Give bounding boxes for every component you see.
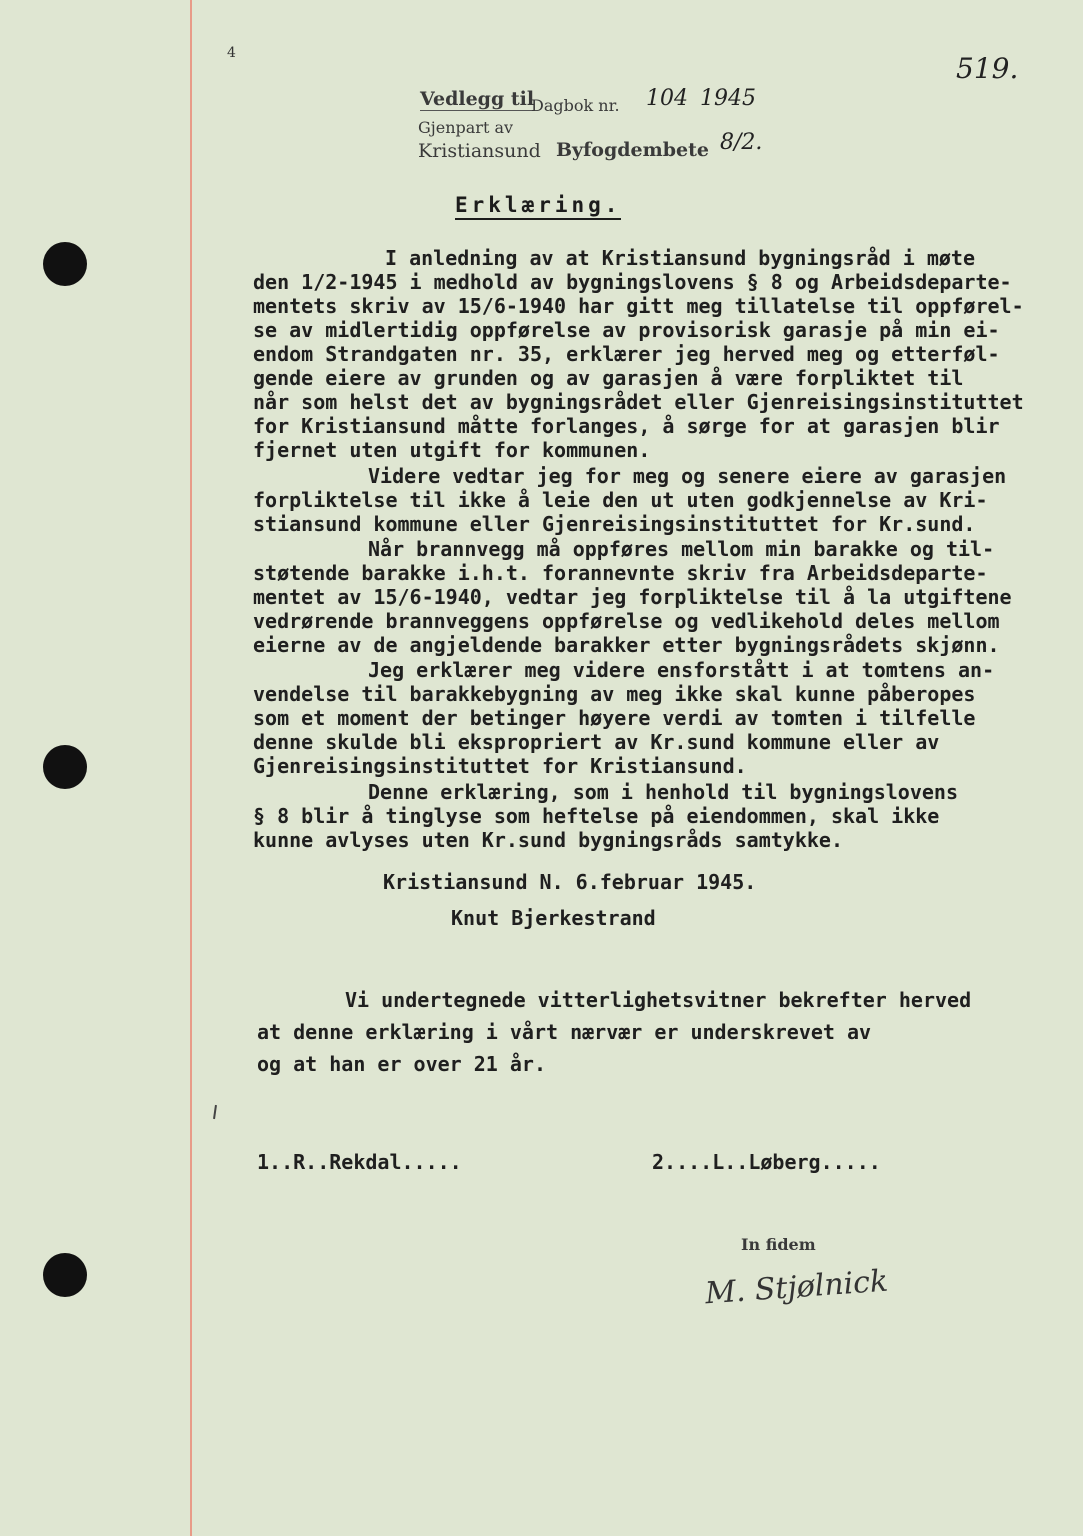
body-line: støtende barakke i.h.t. forannevnte skriv fra Arbeidsdeparte-: [253, 561, 988, 585]
witness-statement-line: Vi undertegnede vitterlighetsvitner bekrefter herved: [345, 988, 972, 1012]
witness-1: 1..R..Rekdal.....: [257, 1150, 462, 1174]
body-line: mentets skriv av 15/6-1940 har gitt meg tillatelse til oppførel-: [253, 294, 1024, 318]
witness-statement-line: og at han er over 21 år.: [257, 1052, 546, 1076]
margin-tick: 4: [227, 45, 236, 61]
body-line: eierne av de angjeldende barakker etter bygningsrådets skjønn.: [253, 633, 1000, 657]
body-line: § 8 blir å tinglyse som heftelse på eiendommen, skal ikke: [253, 804, 940, 828]
body-line: som et moment der betinger høyere verdi av tomten i tilfelle: [253, 706, 976, 730]
document-title: Erklæring.: [455, 193, 621, 220]
witness-2: 2....L..Løberg.....: [652, 1150, 881, 1174]
body-line: Jeg erklærer meg videre ensforstått i at tomtens an-: [368, 658, 995, 682]
body-line: stiansund kommune eller Gjenreisingsinstituttet for Kr.sund.: [253, 512, 976, 536]
place-date: Kristiansund N. 6.februar 1945.: [383, 870, 757, 894]
stamp-date: 8/2.: [720, 130, 763, 155]
body-line: den 1/2-1945 i medhold av bygningslovens § 8 og Arbeidsdeparte-: [253, 270, 1012, 294]
body-line: vendelse til barakkebygning av meg ikke skal kunne påberopes: [253, 682, 976, 706]
body-line: forpliktelse til ikke å leie den ut uten godkjennelse av Kri-: [253, 488, 988, 512]
body-line: fjernet uten utgift for kommunen.: [253, 438, 651, 462]
official-signature: M. Stjølnick: [704, 1263, 890, 1312]
stamp-year: 1945: [700, 86, 756, 111]
stamp-vedlegg: Vedlegg til: [420, 88, 535, 110]
body-line: Når brannvegg må oppføres mellom min barakke og til-: [368, 537, 995, 561]
body-line: Videre vedtar jeg for meg og senere eiere av garasjen: [368, 464, 1007, 488]
body-line: Denne erklæring, som i henhold til bygningslovens: [368, 780, 959, 804]
punch-hole: [43, 242, 87, 286]
stamp-byfogdembete: Byfogdembete: [556, 139, 709, 161]
body-line: denne skulde bli ekspropriert av Kr.sund kommune eller av: [253, 730, 940, 754]
body-line: Gjenreisingsinstituttet for Kristiansund.: [253, 754, 747, 778]
stamp-dagbok-number: 104: [646, 86, 688, 111]
body-line: I anledning av at Kristiansund bygningsråd i møte: [385, 246, 976, 270]
body-line: kunne avlyses uten Kr.sund bygningsråds samtykke.: [253, 828, 844, 852]
punch-hole: [43, 1253, 87, 1297]
stamp-kristiansund: Kristiansund: [418, 140, 541, 162]
margin-line: [190, 0, 192, 1536]
stamp-dagbok: Dagbok nr.: [531, 96, 620, 115]
body-line: se av midlertidig oppførelse av provisorisk garasje på min ei-: [253, 318, 1000, 342]
body-line: når som helst det av bygningsrådet eller Gjenreisingsinstituttet: [253, 390, 1024, 414]
body-line: mentet av 15/6-1940, vedtar jeg forpliktelse til å la utgiftene: [253, 585, 1012, 609]
punch-hole: [43, 745, 87, 789]
signer-name: Knut Bjerkestrand: [451, 906, 656, 930]
body-line: gende eiere av grunden og av garasjen å være forpliktet til: [253, 366, 964, 390]
body-line: for Kristiansund måtte forlanges, å sørge for at garasjen blir: [253, 414, 1000, 438]
body-line: endom Strandgaten nr. 35, erklærer jeg herved meg og etterføl-: [253, 342, 1000, 366]
small-mark: [213, 1105, 217, 1119]
stamp-gjenpart: Gjenpart av: [418, 118, 514, 137]
in-fidem-stamp: In fidem: [741, 1235, 816, 1254]
body-line: vedrørende brannveggens oppførelse og vedlikehold deles mellom: [253, 609, 1000, 633]
page-number: 519.: [956, 52, 1019, 85]
witness-statement-line: at denne erklæring i vårt nærvær er underskrevet av: [257, 1020, 872, 1044]
